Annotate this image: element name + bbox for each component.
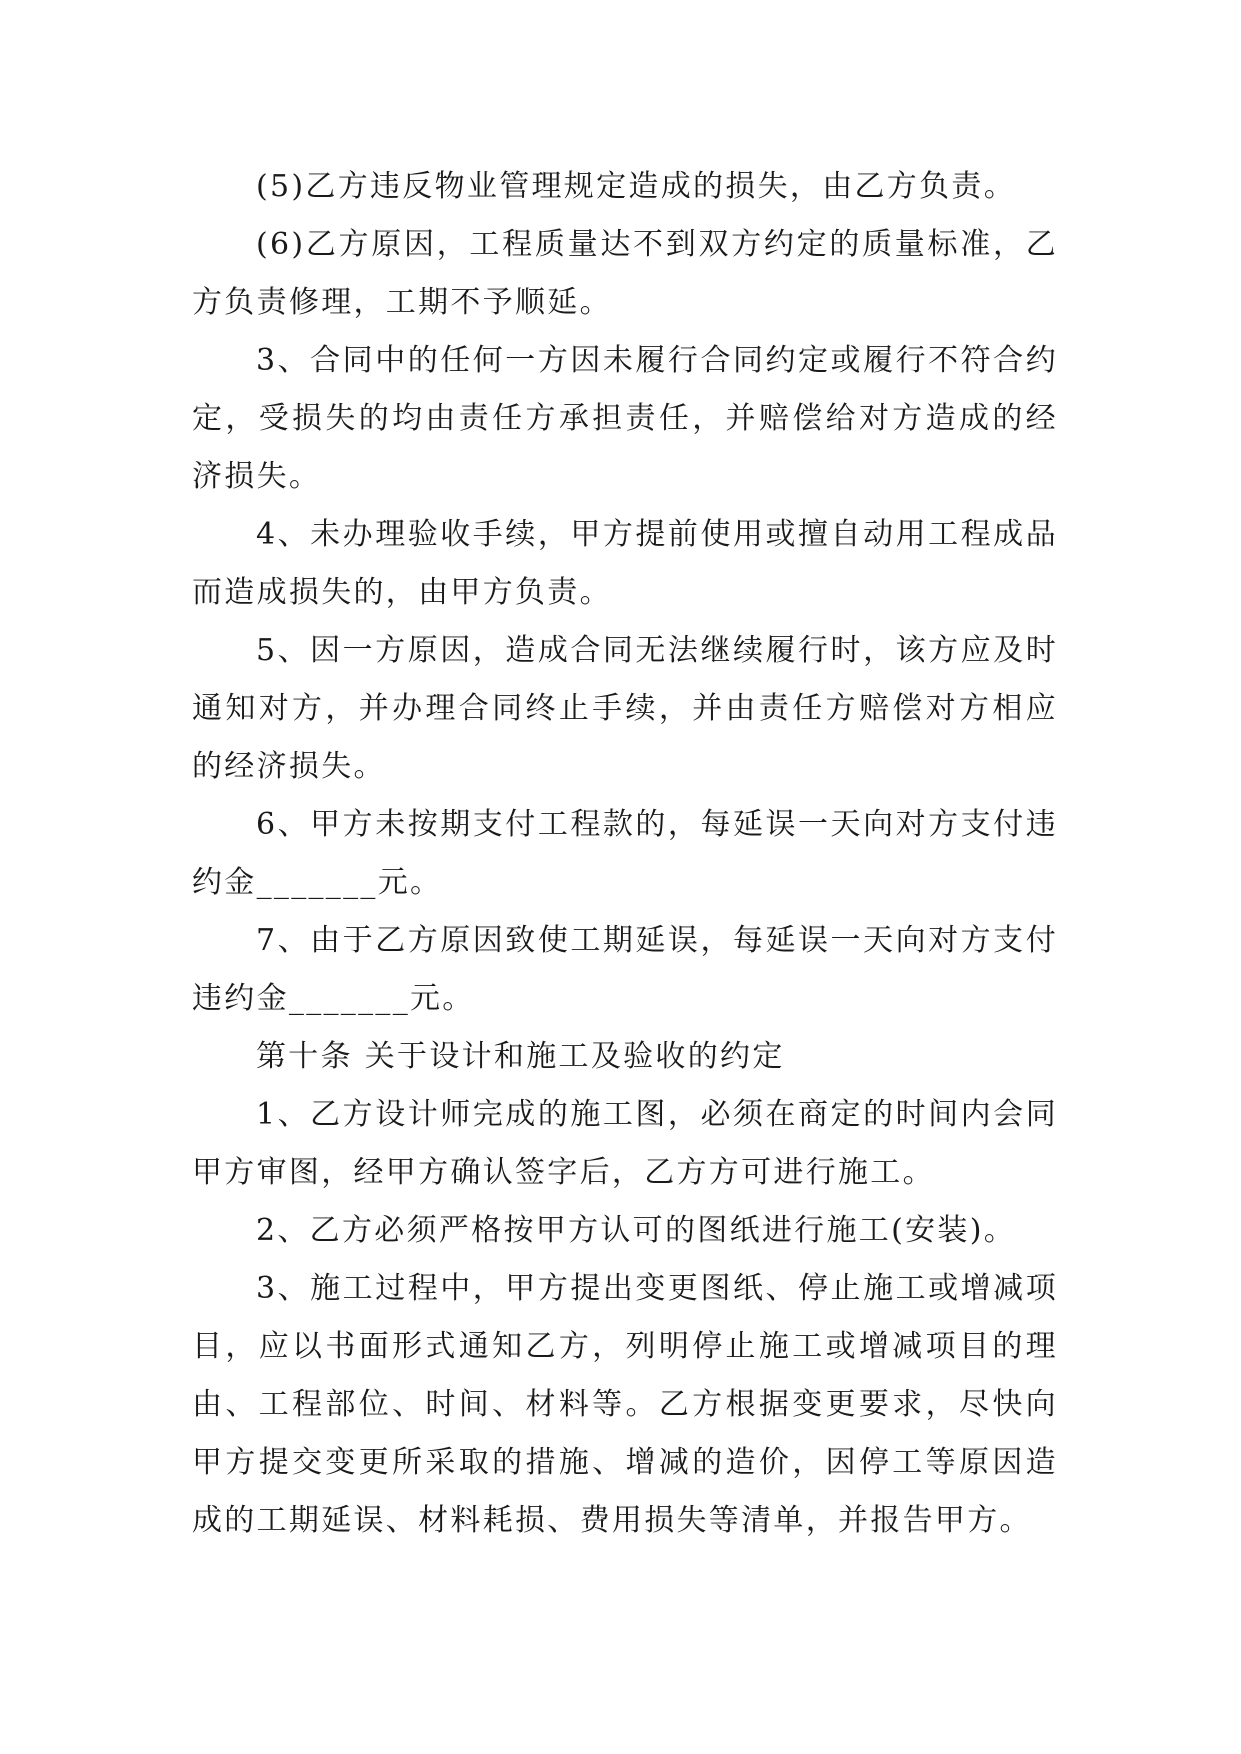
paragraph-item-5-termination: 5、因一方原因，造成合同无法继续履行时，该方应及时通知对方，并办理合同终止手续，并由责任方赔偿对方相应的经济损失。 — [192, 633, 1058, 784]
paragraph-item-6-payment-penalty: 6、甲方未按期支付工程款的，每延误一天向对方支付违约金_______元。 — [192, 807, 1058, 900]
paragraph-item-7-delay-penalty: 7、由于乙方原因致使工期延误，每延误一天向对方支付违约金_______元。 — [192, 923, 1058, 1016]
section-heading-article-10: 第十条 关于设计和施工及验收的约定 — [256, 1039, 785, 1074]
paragraph-clause-6-quality-standard: (6)乙方原因，工程质量达不到双方约定的质量标准，乙方负责修理，工期不予顺延。 — [192, 227, 1058, 320]
paragraph-design-item-1: 1、乙方设计师完成的施工图，必须在商定的时间内会同甲方审图，经甲方确认签字后，乙方方可进行施工。 — [192, 1097, 1058, 1190]
paragraph-clause-5-property-rules: (5)乙方违反物业管理规定造成的损失，由乙方负责。 — [256, 169, 1016, 204]
paragraph-design-item-3: 3、施工过程中，甲方提出变更图纸、停止施工或增减项目，应以书面形式通知乙方，列明停止施工或增减项目的理由、工程部位、时间、材料等。乙方根据变更要求，尽快向甲方提交变更所采取的措施、增减的造价，因停工等原因造成的工期延误、材料耗损、费用损失等清单，并报告甲方。 — [192, 1271, 1058, 1538]
document-page — [192, 158, 1058, 1550]
paragraph-item-3-breach-liability: 3、合同中的任何一方因未履行合同约定或履行不符合约定，受损失的均由责任方承担责任，并赔偿给对方造成的经济损失。 — [192, 343, 1058, 494]
paragraph-design-item-2: 2、乙方必须严格按甲方认可的图纸进行施工(安装)。 — [256, 1213, 1016, 1248]
paragraph-item-4-early-use: 4、未办理验收手续，甲方提前使用或擅自动用工程成品而造成损失的，由甲方负责。 — [192, 517, 1058, 610]
